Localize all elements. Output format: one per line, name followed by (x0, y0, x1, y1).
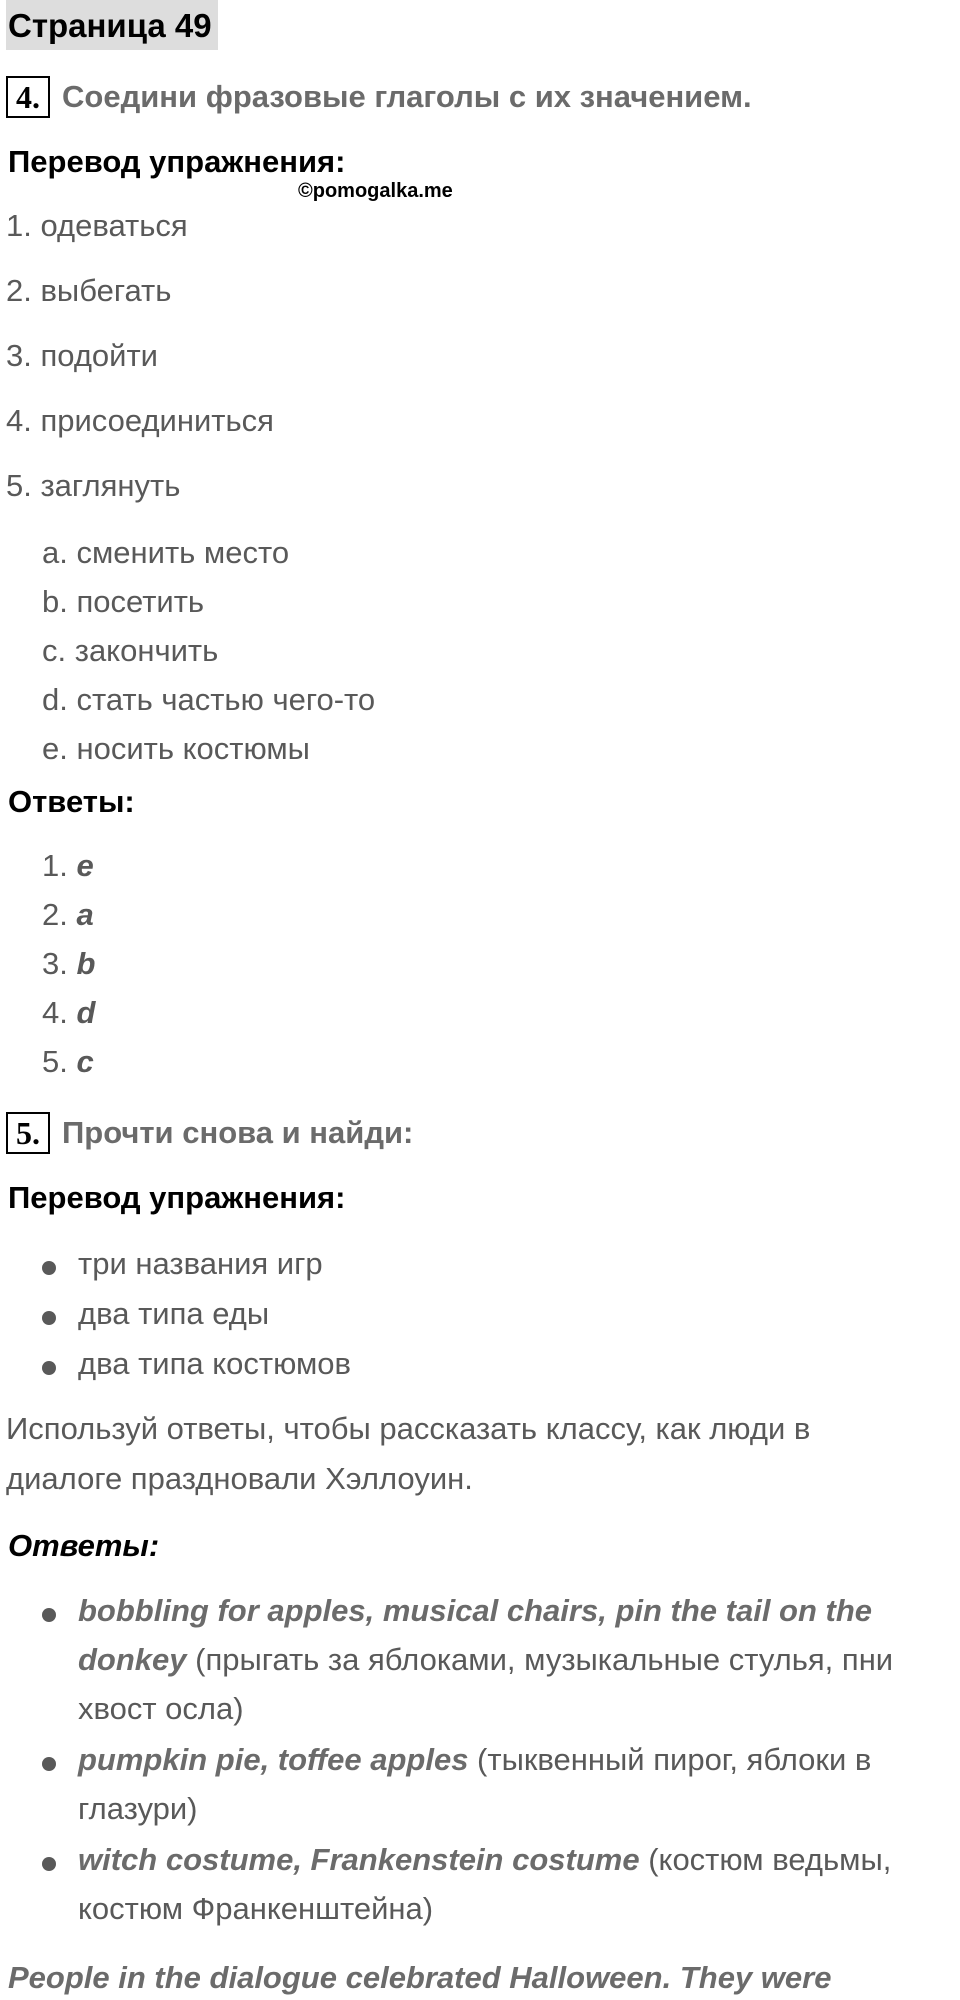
answer-line (78, 1593, 872, 1629)
answer-line (78, 1642, 893, 1678)
answer-item (42, 946, 95, 982)
lettered-item: d. стать частью чего-то (42, 682, 376, 717)
answer-line: хвост осла) (78, 1691, 244, 1726)
answer-translation: (костюм ведьмы, (639, 1842, 892, 1877)
numbered-item: 3. подойти (6, 338, 158, 373)
numbered-item: 5. заглянуть (6, 468, 181, 503)
answer-line (78, 1842, 891, 1878)
answer-number: 3. (42, 946, 68, 981)
answer-number: 1. (42, 848, 68, 883)
answer-item (42, 1044, 94, 1080)
bullet-icon (42, 1857, 56, 1871)
answer-translation: (тыквенный пирог, яблоки в (468, 1742, 872, 1777)
answer-number: 4. (42, 995, 68, 1030)
lettered-item: c. закончить (42, 633, 219, 668)
answer-letter: d (76, 995, 96, 1030)
answer-letter: e (76, 848, 94, 883)
task-4-title: Соедини фразовые глаголы с их значением. (62, 79, 752, 114)
numbered-item: 2. выбегать (6, 273, 172, 308)
answer-line: глазури) (78, 1791, 198, 1826)
answer-english: donkey (78, 1642, 187, 1677)
task-4-translation-heading: Перевод упражнения: (8, 144, 346, 179)
bullet-icon (42, 1361, 56, 1375)
answer-english: bobbling for apples, musical chairs, pin the tail on the (78, 1593, 873, 1628)
task-5-number: 5. (6, 1112, 50, 1154)
bullet-item: два типа еды (78, 1296, 270, 1331)
task-4-number: 4. (6, 76, 50, 118)
paragraph-line: диалоге праздновали Хэллоуин. (6, 1461, 473, 1496)
bullet-icon (42, 1757, 56, 1771)
bullet-icon (42, 1261, 56, 1275)
answer-english: pumpkin pie, toffee apples (78, 1742, 469, 1777)
answer-line: костюм Франкенштейна) (78, 1891, 434, 1926)
answer-letter: c (76, 1044, 94, 1079)
page-title: Страница 49 (6, 0, 218, 50)
task-5-title: Прочти снова и найди: (62, 1115, 414, 1150)
task-5-header (6, 1112, 413, 1154)
answer-line (78, 1742, 871, 1778)
bullet-icon (42, 1608, 56, 1622)
answer-item (42, 995, 95, 1031)
bullet-item: два типа костюмов (78, 1346, 351, 1381)
numbered-item: 1. одеваться (6, 208, 188, 243)
lettered-item: a. сменить место (42, 535, 290, 570)
watermark: ©pomogalka.me (298, 180, 453, 202)
task-4-header (6, 76, 752, 118)
answer-english: witch costume, Frankenstein costume (78, 1842, 640, 1877)
lettered-item: e. носить костюмы (42, 731, 310, 766)
answer-item (42, 897, 94, 933)
task-5-translation-heading: Перевод упражнения: (8, 1180, 346, 1215)
bullet-item: три названия игр (78, 1246, 323, 1281)
task-4-answers-heading: Ответы: (8, 784, 135, 819)
numbered-item: 4. присоединиться (6, 403, 274, 438)
task-5-answers-heading: Ответы: (8, 1528, 160, 1563)
answer-translation: (прыгать за яблоками, музыкальные стулья, пни (186, 1642, 894, 1677)
bullet-icon (42, 1311, 56, 1325)
answer-number: 5. (42, 1044, 68, 1079)
answer-item (42, 848, 94, 884)
paragraph-line: Используй ответы, чтобы рассказать классу, как люди в (6, 1411, 811, 1446)
answer-letter: a (76, 897, 94, 932)
answer-letter: b (76, 946, 96, 981)
final-answer-line: People in the dialogue celebrated Halloween. They were (8, 1960, 832, 1995)
answer-number: 2. (42, 897, 68, 932)
lettered-item: b. посетить (42, 584, 205, 619)
